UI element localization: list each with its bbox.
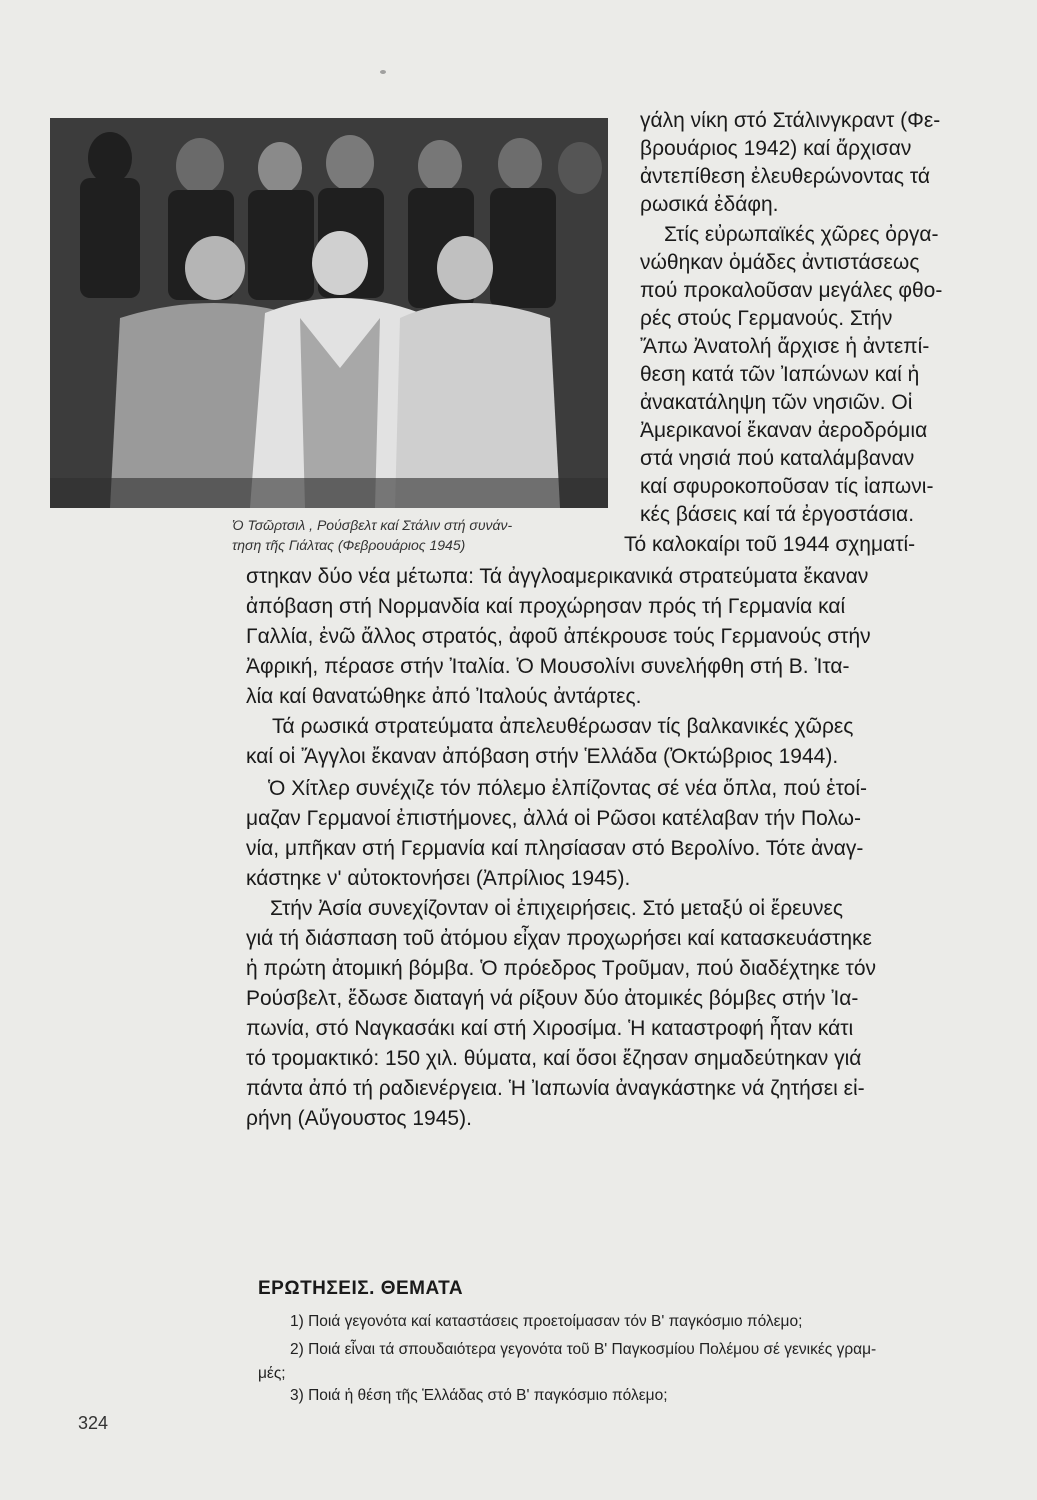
text-line: γιά τή διάσπαση τοῦ ἀτόμου εἶχαν προχωρήσει καί κατασκευάστηκε	[246, 927, 872, 950]
page-number: 324	[78, 1413, 109, 1433]
text-line: Ἄπω Ἀνατολή ἄρχισε ἡ ἀντεπί-	[640, 335, 930, 358]
photo-caption	[232, 515, 612, 555]
question-item: 2) Ποιά εἶναι τά σπουδαιότερα γεγονότα τοῦ Β' Παγκοσμίου Πολέμου σέ γενικές γραμ-	[290, 1341, 877, 1358]
caption-line: τηση τῆς Γιάλτας (Φεβρουάριος 1945)	[232, 537, 466, 553]
question-item: 1) Ποιά γεγονότα καί καταστάσεις προετοίμασαν τόν Β' παγκόσμιο πόλεμο;	[290, 1313, 803, 1330]
text-line: κές βάσεις καί τά ἐργοστάσια.	[640, 503, 915, 526]
text-line: Ὁ Χίτλερ συνέχιζε τόν πόλεμο ἐλπίζοντας σέ νέα ὅπλα, πού ἑτοί-	[268, 777, 867, 800]
question-item-continued: μές;	[258, 1365, 286, 1382]
text-line: πού προκαλοῦσαν μεγάλες φθο-	[640, 279, 943, 302]
text-line: κάστηκε ν' αὐτοκτονήσει (Ἀπρίλιος 1945).	[246, 867, 631, 890]
yalta-photograph	[50, 118, 608, 508]
text-line: ἀνακατάληψη τῶν νησιῶν. Οἱ	[640, 391, 913, 414]
text-line: νία, μπῆκαν στή Γερμανία καί πλησίασαν στό Βερολίνο. Τότε ἀναγ-	[246, 837, 864, 860]
text-line: ἀπόβαση στή Νορμανδία καί προχώρησαν πρός τή Γερμανία καί	[246, 595, 846, 618]
text-line: καί οἱ Ἄγγλοι ἔκαναν ἀπόβαση στήν Ἑλλάδα (Ὀκτώβριος 1944).	[246, 745, 839, 768]
text-line: ρήνη (Αὔγουστος 1945).	[246, 1107, 472, 1130]
text-line: στηκαν δύο νέα μέτωπα: Τά ἀγγλοαμερικανικά στρατεύματα ἔκαναν	[246, 565, 869, 588]
text-line: θεση κατά τῶν Ἰαπώνων καί ἡ	[640, 363, 920, 386]
text-line: Στήν Ἀσία συνεχίζονταν οἱ ἐπιχειρήσεις. Στό μεταξύ οἱ ἔρευνες	[270, 897, 843, 920]
text-line: πάντα ἀπό τή ραδιενέργεια. Ἡ Ἰαπωνία ἀναγκάστηκε νά ζητήσει εἰ-	[246, 1077, 865, 1100]
text-line: πωνία, στό Ναγκασάκι καί στή Χιροσίμα. Ἡ καταστροφή ἦταν κάτι	[246, 1017, 854, 1040]
caption-line: Ὁ Τσῶρτσιλ , Ρούσβελτ καί Στάλιν στή συνάν-	[232, 517, 513, 533]
text-line: ρές στούς Γερμανούς. Στήν	[640, 307, 893, 330]
text-line: λία καί θανατώθηκε ἀπό Ἰταλούς ἀντάρτες.	[246, 685, 642, 708]
text-line: Ἀμερικανοί ἔκαναν ἀεροδρόμια	[640, 419, 928, 442]
text-line: ἡ πρώτη ἀτομική βόμβα. Ὁ πρόεδρος Τροῦμαν, πού διαδέχτηκε τόν	[246, 957, 877, 980]
text-line: νώθηκαν ὁμάδες ἀντιστάσεως	[640, 251, 920, 274]
text-line: Ρούσβελτ, ἔδωσε διαταγή νά ρίξουν δύο ἀτομικές βόμβες στήν Ἰα-	[246, 987, 859, 1010]
text-line: Γαλλία, ἐνῶ ἄλλος στρατός, ἀφοῦ ἀπέκρουσε τούς Γερμανούς στήν	[246, 625, 871, 648]
text-line: ἀντεπίθεση ἐλευθερώνοντας τά	[640, 165, 930, 188]
text-line: μαζαν Γερμανοί ἐπιστήμονες, ἀλλά οἱ Ρῶσοι κατέλαβαν τήν Πολω-	[246, 807, 862, 830]
text-line: ρωσικά ἐδάφη.	[640, 193, 779, 216]
text-line: Τά ρωσικά στρατεύματα ἀπελευθέρωσαν τίς βαλκανικές χῶρες	[272, 715, 854, 738]
questions-title: ΕΡΩΤΗΣΕΙΣ. ΘΕΜΑΤΑ	[258, 1278, 464, 1299]
text-line: βρουάριος 1942) καί ἄρχισαν	[640, 137, 912, 160]
text-line: Ἀφρική, πέρασε στήν Ἰταλία. Ὁ Μουσολίνι συνελήφθη στή Β. Ἰτα-	[246, 655, 850, 678]
photograph-illustration	[50, 118, 608, 508]
text-line: γάλη νίκη στό Στάλινγκραντ (Φε-	[640, 109, 941, 132]
question-item: 3) Ποιά ἡ θέση τῆς Ἑλλάδας στό Β' παγκόσμιο πόλεμο;	[290, 1387, 668, 1404]
text-line: στά νησιά πού καταλάμβαναν	[640, 447, 915, 470]
text-line: Στίς εὐρωπαϊκές χῶρες ὀργα-	[664, 223, 939, 246]
text-line: Τό καλοκαίρι τοῦ 1944 σχηματί-	[624, 533, 916, 556]
text-line: τό τρομακτικό: 150 χιλ. θύματα, καί ὅσοι ἔζησαν σημαδεύτηκαν γιά	[246, 1047, 862, 1070]
ink-speck	[380, 70, 386, 74]
text-line: καί σφυροκοποῦσαν τίς ἰαπωνι-	[640, 475, 934, 498]
